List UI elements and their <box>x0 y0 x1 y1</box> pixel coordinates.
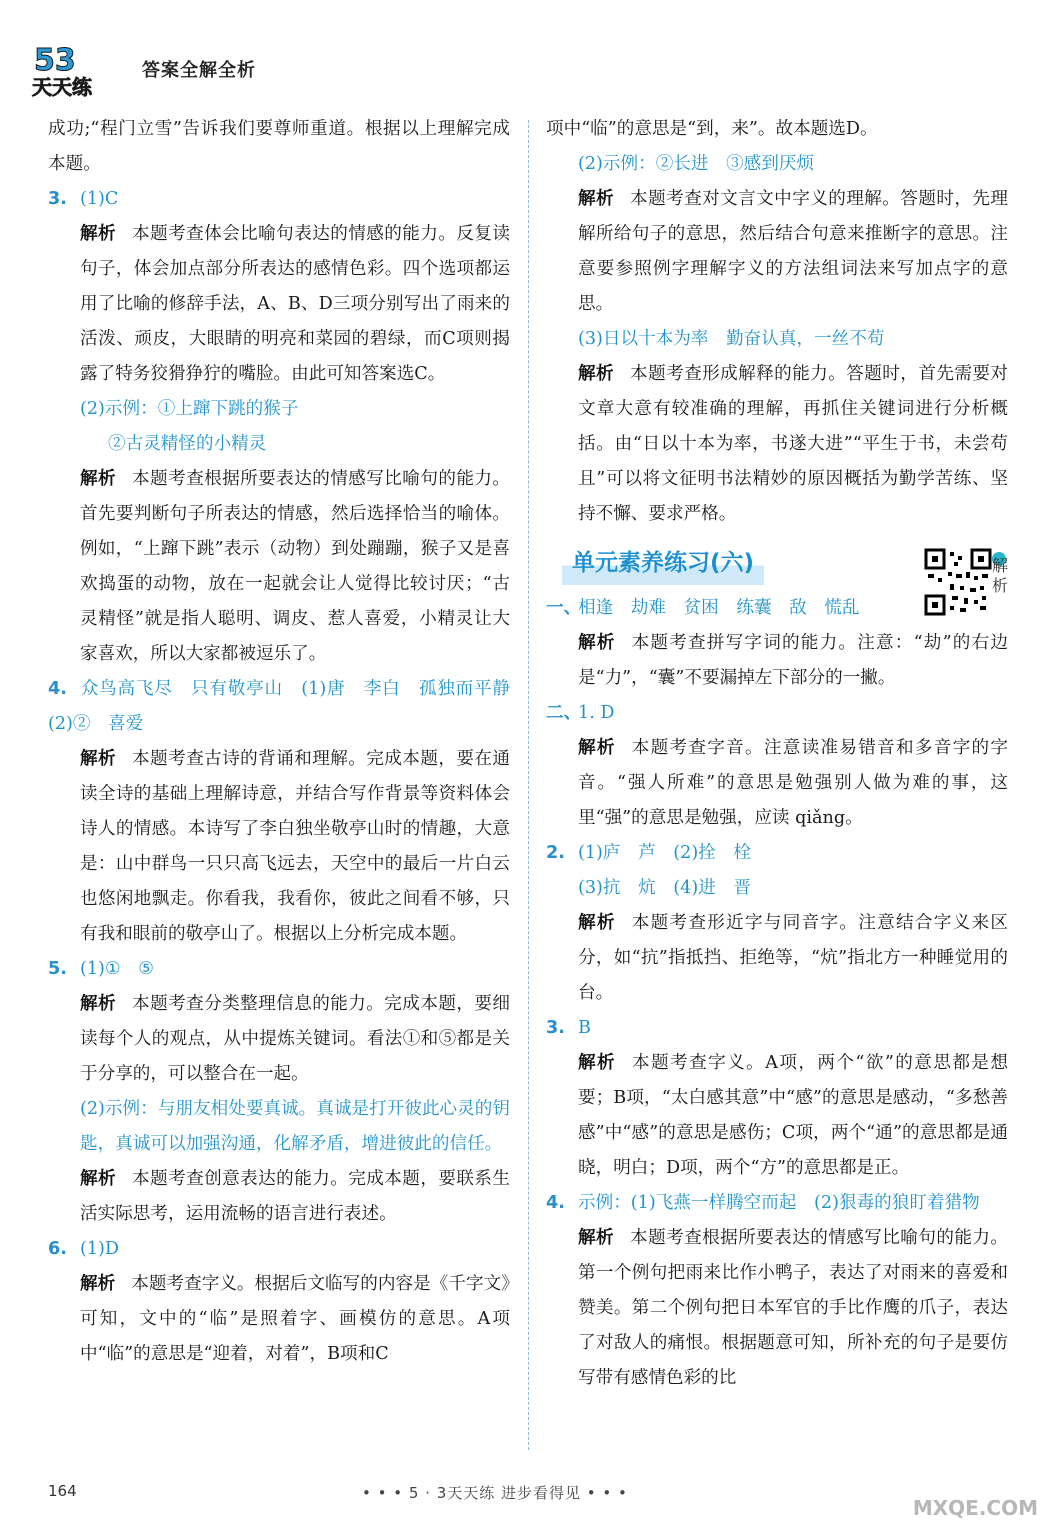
analysis-paragraph <box>546 182 1008 322</box>
answer-line <box>48 952 510 987</box>
analysis-paragraph <box>48 1267 510 1372</box>
answer-text: 示例：(1)飞燕一样腾空而起 (2)狠毒的狼盯着猎物 <box>578 1193 980 1213</box>
footer-slogan: • • • 5 · 3天天练 进步看得见 • • • <box>362 1484 628 1502</box>
analysis-text: 本题考查古诗的背诵和理解。完成本题，要在通读全诗的基础上理解诗意，并结合写作背景等资料体会诗人的情感。本诗写了李白独坐敬亭山时的情趣，大意是：山中群鸟一只只高飞远去，天空中的最后一片白云也悠闲地飘走。你看我，我看你，彼此之间看不够，只有我和眼前的敬亭山了。根据以上分析完成本题。 <box>80 749 510 944</box>
question-number: 5. <box>48 959 67 979</box>
analysis-label: 解析 <box>578 633 616 653</box>
paragraph-text: 成功;“程门立雪”告诉我们要尊师重道。根据以上理解完成本题。 <box>48 119 510 174</box>
analysis-paragraph <box>48 1162 510 1232</box>
question-number: 二、 <box>546 703 582 723</box>
question-number: 4. <box>48 679 67 699</box>
answer-text: ②古灵精怪的小精灵 <box>108 434 267 454</box>
answer-line <box>546 696 1008 731</box>
question-number: 6. <box>48 1239 67 1259</box>
analysis-text: 本题考查分类整理信息的能力。完成本题，要细读每个人的观点，从中提炼关键词。看法①和⑤都是关于分享的，可以整合在一起。 <box>80 994 510 1084</box>
analysis-text: 本题考查创意表达的能力。完成本题，要联系生活实际思考，运用流畅的语言进行表述。 <box>80 1169 510 1224</box>
page-header <box>30 40 290 100</box>
answer-text: (1)① ⑤ <box>80 959 155 979</box>
analysis-paragraph <box>48 217 510 392</box>
answer-text: 众鸟高飞尽 只有敬亭山 (1)唐 李白 孤独而平静 (2)② 喜爱 <box>48 679 528 734</box>
answer-text: (1)D <box>80 1239 120 1259</box>
svg-text:53: 53 <box>34 43 76 78</box>
analysis-paragraph <box>546 1221 1008 1396</box>
analysis-label: 解析 <box>578 189 615 209</box>
answer-text: (1)C <box>80 189 119 209</box>
analysis-label: 解析 <box>80 1169 117 1189</box>
analysis-text: 本题考查字义。A项，两个“欲”的意思都是想要；B项，“太白感其意”中“感”的意思是感动，“多愁善感”中“感”的意思是感伤；C项，两个“通”的意思都是通晓，明白；D项，两个“方”的意思都是正。 <box>578 1053 1008 1178</box>
answer-line <box>546 1011 1008 1046</box>
analysis-label: 解析 <box>80 469 117 489</box>
analysis-text: 本题考查字音。注意读准易错音和多音字的字音。“强人所难”的意思是勉强别人做为难的事，这里“强”的意思是勉强，应读 qiǎng。 <box>578 738 1008 828</box>
analysis-paragraph <box>546 357 1008 532</box>
question-number: 一、 <box>546 598 582 618</box>
analysis-text: 本题考查体会比喻句表达的情感的能力。反复读句子，体会加点部分所表达的感情色彩。四个选项都运用了比喻的修辞手法，A、B、D三项分别写出了雨来的活泼、顽皮，大眼睛的明亮和菜园的碧绿，而C项则揭露了特务狡猾狰狞的嘴脸。由此可知答案选C。 <box>80 224 510 384</box>
analysis-label: 解析 <box>578 738 616 758</box>
answer-text: (1)庐 芦 (2)拴 栓 <box>578 843 752 863</box>
answer-text: (3)日以十本为率 勤奋认真，一丝不苟 <box>578 329 885 349</box>
analysis-paragraph <box>546 626 1008 696</box>
header-title: 答案全解全析 <box>142 60 256 81</box>
paragraph-text: 项中“临”的意思是“到，来”。故本题选D。 <box>546 119 878 139</box>
analysis-paragraph <box>546 906 1008 1011</box>
analysis-text: 本题考查拼写字词的能力。注意：“劫”的右边是“力”，“囊”不要漏掉左下部分的一撇。 <box>578 633 1008 688</box>
analysis-text: 本题考查对文言文中字义的理解。答题时，先理解所给句子的意思，然后结合句意来推断字的意思。注意要参照例字理解字义的方法组词法来写加点字的意思。 <box>578 189 1008 314</box>
analysis-paragraph <box>546 731 1008 836</box>
answer-line <box>48 1232 510 1267</box>
question-number: 3. <box>48 189 67 209</box>
analysis-text: 本题考查形成解释的能力。答题时，首先需要对文章大意有较准确的理解，再抓住关键词进行分析概括。由“日以十本为率，书遂大进”“平生于书，未尝苟且”可以将文征明书法精妙的原因概括为勤学苦练、坚持不懈、要求严格。 <box>578 364 1008 524</box>
answer-line <box>546 836 1008 871</box>
answer-text: (3)抗 炕 (4)进 晋 <box>578 878 752 898</box>
analysis-text: 本题考查字义。根据后文临写的内容是《千字文》可知，文中的“临”是照着字、画模仿的意思。A项中“临”的意思是“迎着，对着”，B项和C <box>80 1274 510 1364</box>
question-number: 3. <box>546 1018 565 1038</box>
answer-text: (2)示例：与朋友相处要真诚。真诚是打开彼此心灵的钥匙，真诚可以加强沟通，化解矛盾，增进彼此的信任。 <box>80 1099 510 1154</box>
svg-text:天天练: 天天练 <box>32 75 92 98</box>
question-number: 4. <box>546 1193 565 1213</box>
analysis-paragraph <box>48 987 510 1092</box>
analysis-paragraph <box>48 462 510 672</box>
answer-text: B <box>578 1018 591 1038</box>
analysis-paragraph <box>546 1046 1008 1186</box>
analysis-text: 本题考查形近字与同音字。注意结合字义来区分，如“抗”指抵挡、拒绝等，“炕”指北方一种睡觉用的台。 <box>578 913 1008 1003</box>
answer-line <box>48 672 528 742</box>
answer-text: (2)示例：①上蹿下跳的猴子 <box>80 399 299 419</box>
analysis-label: 解析 <box>80 749 117 769</box>
53-logo-icon <box>30 40 108 98</box>
analysis-paragraph <box>48 742 510 952</box>
answer-text: 相逢 劫难 贫困 练囊 敌 慌乱 <box>578 598 860 618</box>
left-column <box>48 112 528 1372</box>
right-column <box>546 112 1008 1396</box>
analysis-label: 解析 <box>578 364 615 384</box>
analysis-label: 解析 <box>80 994 117 1014</box>
page-number: 164 <box>48 1482 77 1500</box>
question-number: 2. <box>546 843 565 863</box>
analysis-label: 解析 <box>80 1274 116 1294</box>
answer-text: (2)示例：②长进 ③感到厌烦 <box>578 154 815 174</box>
analysis-label: 解析 <box>578 1053 617 1073</box>
analysis-label: 解析 <box>80 224 117 244</box>
answer-line <box>546 1186 1008 1221</box>
qr-code-icon[interactable] <box>924 548 992 616</box>
analysis-label: 解析 <box>578 1228 615 1248</box>
watermark: MXQE.COM <box>912 1496 1038 1520</box>
column-divider <box>528 120 529 1450</box>
answer-text: 1. D <box>578 703 615 723</box>
qr-label: 解析 <box>992 556 1009 595</box>
analysis-label: 解析 <box>578 913 616 933</box>
answer-line <box>48 182 510 217</box>
analysis-text: 本题考查根据所要表达的情感写比喻句的能力。首先要判断句子所表达的情感，然后选择恰当的喻体。例如，“上蹿下跳”表示（动物）到处蹦蹦，猴子又是喜欢捣蛋的动物，放在一起就会让人觉得比较讨厌；“古灵精怪”就是指人聪明、调皮、惹人喜爱，小精灵让大家喜欢，所以大家都被逗乐了。 <box>80 469 510 664</box>
section-title: 单元素养练习(六) <box>562 542 764 585</box>
analysis-text: 本题考查根据所要表达的情感写比喻句的能力。第一个例句把雨来比作小鸭子，表达了对雨来的喜爱和赞美。第二个例句把日本军官的手比作鹰的爪子，表达了对敌人的痛恨。根据题意可知，所补充的句子是要仿写带有感情色彩的比 <box>578 1228 1008 1388</box>
